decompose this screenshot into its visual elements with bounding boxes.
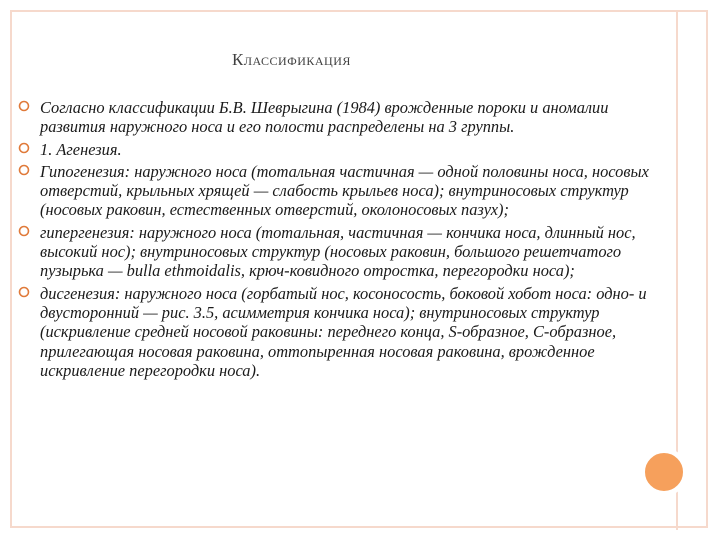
list-item [18, 98, 678, 137]
bullet-list [18, 98, 678, 383]
bullet-icon [18, 164, 32, 178]
list-item-text: гипергенезия: наружного носа (тотальная, частичная — кончика носа, длинный нос, высокий нос); внутриносовых структур (носовых раковин, большого решетчатого пузырька — bulla ethmoidalis, крюч-ковидного отростка, перегородки носа); [40, 222, 636, 281]
bullet-icon [18, 142, 32, 156]
list-item-text: Согласно классификации Б.В. Шеврыгина (1984) врожденные пороки и аномалии развития наружного носа и его полости распределены на 3 группы. [40, 98, 609, 137]
list-item-text: дисгенезия: наружного носа (горбатый нос, косоносость, боковой хобот носа: одно- и двусторонний — рис. 3.5, асимметрия кончика носа); внутриносовых структур (искривление средней носовой раковины: переднего конца, S-образное, С-образное, прилегающая носовая раковина, оттопыренная носовая раковина, врожденное искривление перегородки носа). [40, 283, 647, 380]
bullet-icon [18, 286, 32, 300]
list-item [18, 162, 678, 220]
slide-title: Классификация [232, 50, 351, 69]
bullet-icon [18, 225, 32, 239]
list-item [18, 140, 678, 159]
decorative-circle [640, 448, 688, 496]
list-item [18, 284, 678, 380]
bullet-icon [18, 100, 32, 114]
list-item [18, 223, 678, 281]
list-item-text: Гипогенезия: наружного носа (тотальная частичная — одной половины носа, носовых отверстий, крыльных хрящей — слабость крыльев носа); внутриносовых структур (носовых раковин, естественных отверстий, околоносовых пазух); [40, 161, 649, 220]
list-item-text: 1. Агенезия. [40, 139, 122, 159]
